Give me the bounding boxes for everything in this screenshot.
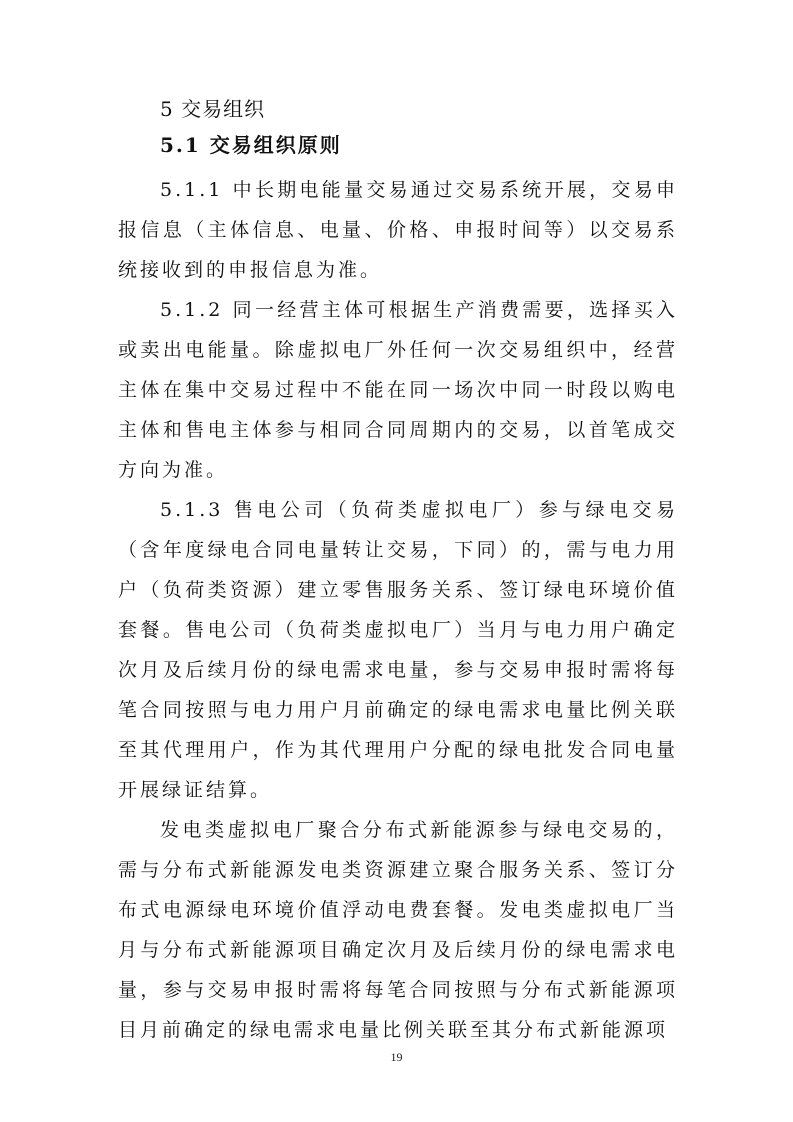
paragraph-5-1-1: 5.1.1 中长期电能量交易通过交易系统开展，交易申报信息（主体信息、电量、价格、申报时间等）以交易系统接收到的申报信息为准。 <box>118 179 678 281</box>
section-heading: 5 交易组织 <box>160 97 266 121</box>
paragraph-5-1-3: 5.1.3 售电公司（负荷类虚拟电厂）参与绿电交易（含年度绿电合同电量转让交易，下同）的，需与电力用户（负荷类资源）建立零售服务关系、签订绿电环境价值套餐。售电公司（负荷类虚拟电厂）当月与电力用户确定次月及后续月份的绿电需求电量，参与交易申报时需将每笔合同按照与电力用户月前确定的绿电需求电量比例关联至其代理用户，作为其代理用户分配的绿电批发合同电量开展绿证结算。 <box>118 499 678 801</box>
paragraph-5-1-2: 5.1.2 同一经营主体可根据生产消费需要，选择买入或卖出电能量。除虚拟电厂外任何一次交易组织中，经营主体在集中交易过程中不能在同一场次中同一时段以购电主体和售电主体参与相同合同周期内的交易，以首笔成交方向为准。 <box>118 299 678 481</box>
page-number: 19 <box>390 1050 403 1064</box>
page-content <box>118 96 678 1050</box>
subsection-heading: 5.1 交易组织原则 <box>160 133 342 157</box>
paragraph-generation-vpp: 发电类虚拟电厂聚合分布式新能源参与绿电交易的，需与分布式新能源发电类资源建立聚合服务关系、签订分布式电源绿电环境价值浮动电费套餐。发电类虚拟电厂当月与分布式新能源项目确定次月及后续月份的绿电需求电量，参与交易申报时需将每笔合同按照与分布式新能源项目月前确定的绿电需求电量比例关联至其分布式新能源项 <box>118 819 678 1041</box>
